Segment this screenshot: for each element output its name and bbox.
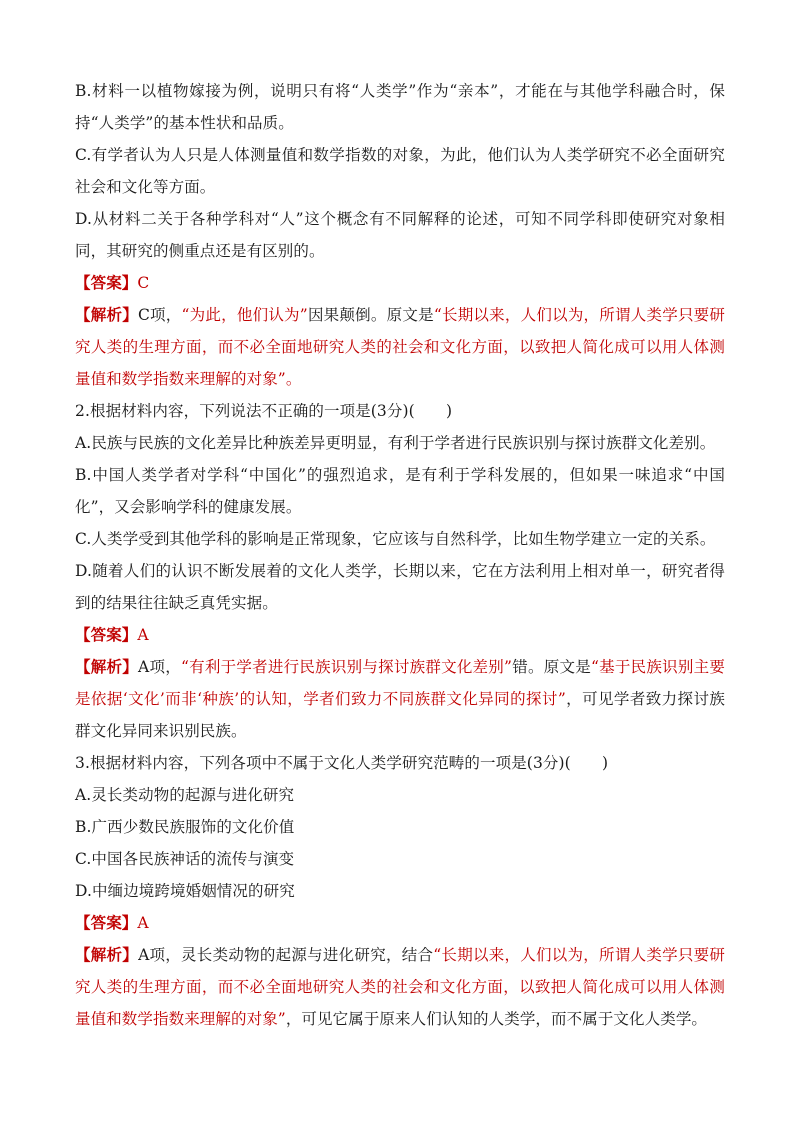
q3-analysis	[75, 939, 725, 1035]
q1-option-b: B.材料一以植物嫁接为例，说明只有将“人类学”作为“亲本”，才能在与其他学科融合时，保持“人类学”的基本性状和品质。	[75, 82, 725, 132]
analysis-text: A项，灵长类动物的起源与进化研究，结合	[138, 946, 434, 964]
q2-option-c: C.人类学受到其他学科的影响是正常现象，它应该与自然科学，比如生物学建立一定的关系。	[75, 530, 716, 548]
q1-analysis	[75, 299, 725, 395]
analysis-text: ，可见学者致力探讨族群文化异同来识别民族。	[75, 690, 725, 740]
q2-stem: 2.根据材料内容，下列说法不正确的一项是(3分)( )	[75, 402, 453, 420]
analysis-quote: “长期以来，人们以为，所谓人类学只要研究人类的生理方面，而不必全面地研究人类的社会和文化方面，以致把人简化成可以用人体测量值和数学指数来理解的对象”	[75, 946, 725, 1028]
analysis-text: A项，	[138, 658, 181, 676]
q3-option-d: D.中缅边境跨境婚姻情况的研究	[75, 882, 295, 900]
answer-tag: 【答案】	[75, 913, 138, 932]
analysis-text: 错。原文是	[512, 658, 591, 676]
q1-option-d: D.从材料二关于各种学科对“人”这个概念有不同解释的论述，可知不同学科即使研究对象相同，其研究的侧重点还是有区别的。	[75, 210, 725, 260]
q1-option-c: C.有学者认为人只是人体测量值和数学指数的对象，为此，他们认为人类学研究不必全面研究社会和文化等方面。	[75, 146, 725, 196]
analysis-tag: 【解析】	[75, 657, 138, 676]
q1-answer	[75, 267, 725, 299]
q3-option-a: A.灵长类动物的起源与进化研究	[75, 786, 295, 804]
answer-value: A	[137, 914, 149, 932]
answer-tag: 【答案】	[75, 625, 138, 644]
q2-answer	[75, 619, 725, 651]
analysis-quote: “长期以来，人们以为，所谓人类学只要研究人类的生理方面，而不必全面地研究人类的社会和文化方面，以致把人简化成可以用人体测量值和数学指数来理解的对象”。	[75, 306, 726, 388]
q2-option-b: B.中国人类学者对学科“中国化”的强烈追求，是有利于学科发展的，但如果一味追求“中国化”，又会影响学科的健康发展。	[75, 466, 725, 516]
answer-tag: 【答案】	[75, 273, 138, 292]
q3-option-c: C.中国各民族神话的流传与演变	[75, 850, 295, 868]
analysis-text: C项，	[137, 306, 182, 324]
q3-answer	[75, 907, 725, 939]
answer-value: C	[137, 274, 150, 292]
q3-stem: 3.根据材料内容，下列各项中不属于文化人类学研究范畴的一项是(3分)( )	[75, 754, 609, 772]
q3-option-b: B.广西少数民族服饰的文化价值	[75, 818, 295, 836]
analysis-text: 因果颠倒。原文是	[307, 306, 434, 324]
analysis-quote: “有利于学者进行民族识别与探讨族群文化差别”	[180, 658, 513, 676]
analysis-tag: 【解析】	[75, 305, 138, 324]
analysis-quote: “为此，他们认为”	[181, 306, 308, 324]
document-page	[75, 75, 725, 1035]
q2-analysis	[75, 651, 725, 747]
q2-option-d: D.随着人们的认识不断发展着的文化人类学，长期以来，它在方法利用上相对单一，研究者得到的结果往往缺乏真凭实据。	[75, 562, 725, 612]
answer-value: A	[137, 626, 149, 644]
analysis-tag: 【解析】	[75, 945, 139, 964]
analysis-quote: “基于民族识别主要是依据‘文化’而非‘种族’的认知，学者们致力不同族群文化异同的探讨”	[75, 658, 725, 708]
analysis-text: ，可见它属于原来人们认知的人类学，而不属于文化人类学。	[285, 1010, 708, 1028]
q2-option-a: A.民族与民族的文化差异比种族差异更明显，有利于学者进行民族识别与探讨族群文化差别。	[75, 434, 716, 452]
